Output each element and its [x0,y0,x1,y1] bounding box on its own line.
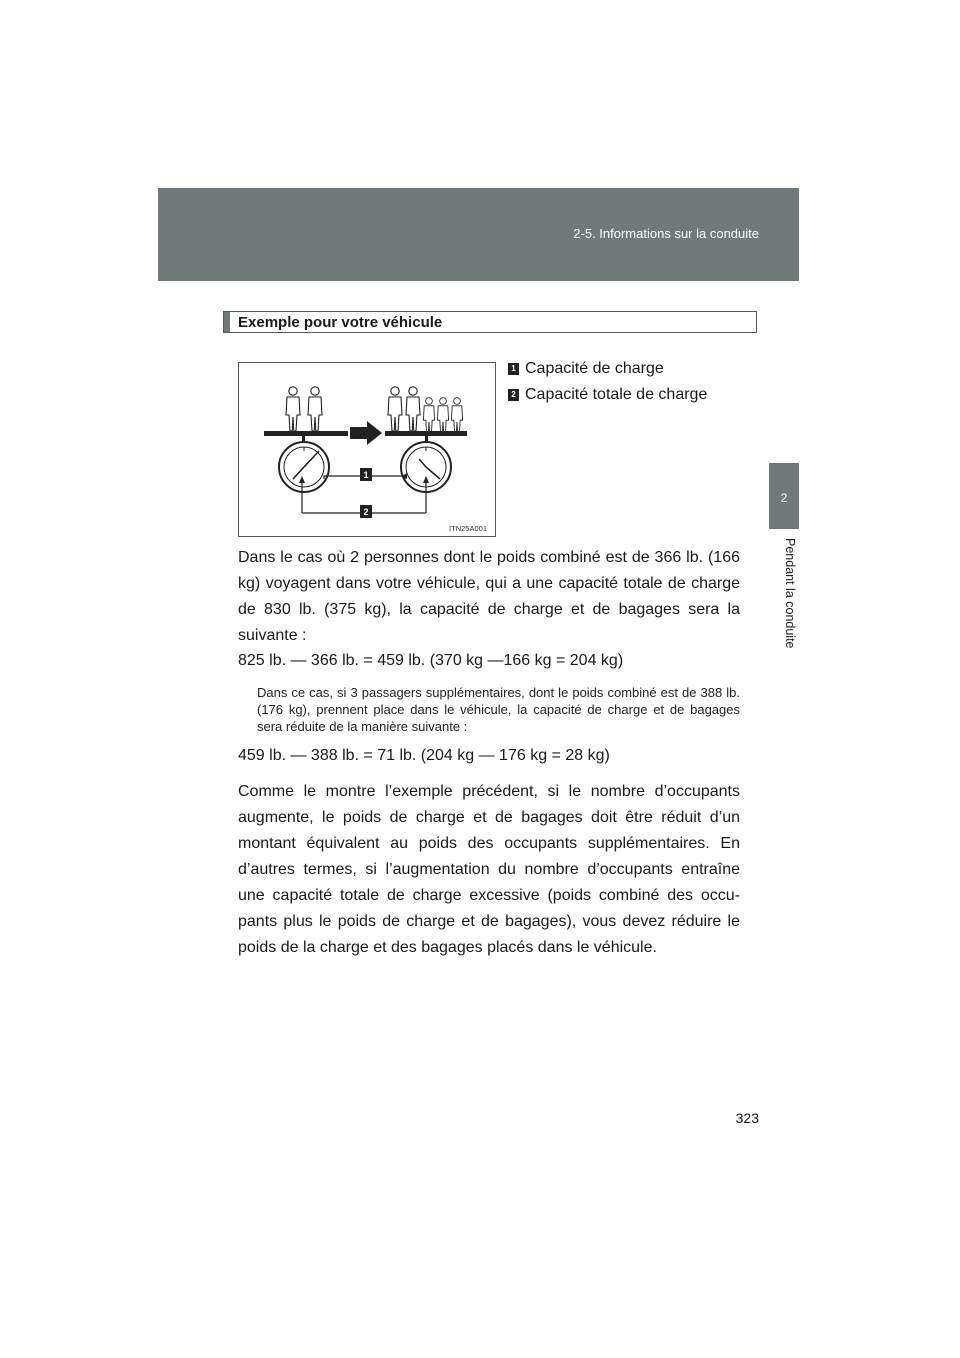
section-header-bar [224,312,230,332]
calculation-line: 825 lb. — 366 lb. = 459 lb. (370 kg —166 kg = 204 kg) [238,652,624,669]
child-icon [437,398,448,433]
legend-number: 1 [508,363,519,375]
legend-label: Capacité totale de charge [525,386,708,403]
person-icon [388,387,402,431]
person-icon [286,387,300,431]
header-band [158,188,799,281]
callout-1-label: 1 [363,470,369,480]
header-section-title: 2-5. Informations sur la conduite [573,226,759,241]
legend-number: 2 [508,389,519,401]
section-title: Exemple pour votre véhicule [238,314,443,331]
legend-item [508,386,707,404]
platform-left [264,431,348,436]
calculation-line: 459 lb. — 388 lb. = 71 lb. (204 kg — 176 kg = 28 kg) [238,747,610,764]
gauge-left-icon [279,442,329,492]
load-capacity-illustration [239,363,495,536]
person-icon [406,387,420,431]
chapter-title: Pendant la conduite [783,538,797,649]
page-number: 323 [735,1110,759,1126]
body-paragraph: Comme le montre l’exemple précédent, si le nombre d’occupants augmente, le poids de charge et de bagages doit être réduit d’un montant équivalent au poids des occupants supplémentaires. En d’autres termes, si l’augmentation du nombre d’occupants entraîne une capacité totale de charge excessive (poids combiné des occu-pants plus le poids de charge et de bagages), vous devez réduire le poids de la charge et des bagages placés dans le véhicule. [238,783,740,956]
load-capacity-figure [238,362,496,537]
arrow-right-icon [350,421,382,445]
body-paragraph: Dans le cas où 2 personnes dont le poids combiné est de 366 lb. (166 kg) voyagent dans votre véhicule, qui a une capacité totale de charge de 830 lb. (375 kg), la capacité de charge et de bagages sera la suivante : [238,549,740,644]
child-icon [423,398,434,433]
note-paragraph: Dans ce cas, si 3 passagers supplémentaires, dont le poids combiné est de 388 lb. (176 kg), prennent place dans le véhicule, la capacité de charge et de bagages sera réduite de la manière suivante : [257,685,740,734]
section-header [223,311,757,333]
callout-2-label: 2 [363,507,369,517]
legend-item [508,360,664,378]
chapter-number: 2 [780,491,788,505]
figure-code: ITN25A001 [449,524,487,533]
chapter-tab[interactable] [769,463,799,529]
person-icon [308,387,322,431]
child-icon [451,398,462,433]
platform-right [385,431,467,436]
legend-label: Capacité de charge [525,360,664,377]
